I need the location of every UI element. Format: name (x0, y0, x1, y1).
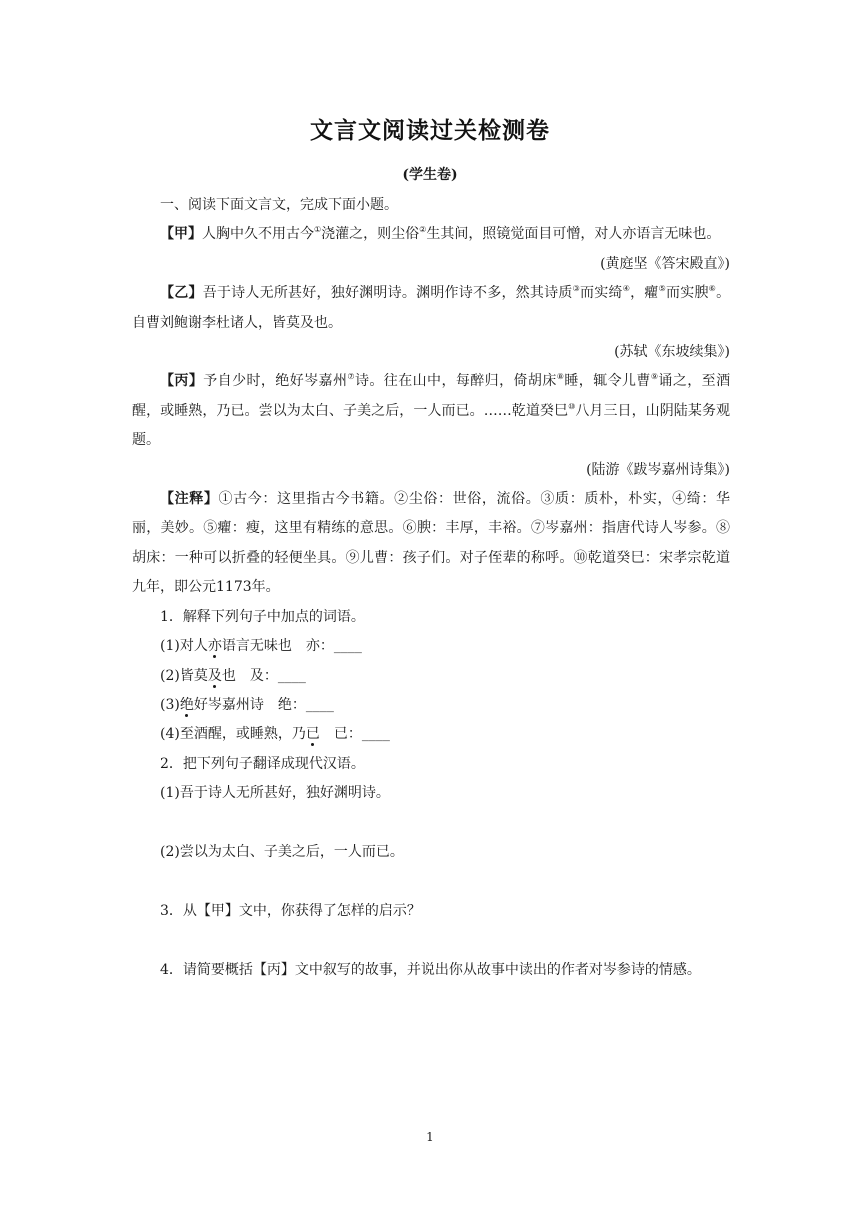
item-text: 好岑嘉州诗 绝： (193, 696, 306, 713)
question-2-item: (2)尝以为太白、子美之后，一人而已。 (160, 843, 404, 860)
passage-text: ，癯 (630, 285, 659, 302)
passage-text: 八月三日，山阴陆某务观题。 (132, 402, 731, 449)
answer-space[interactable] (132, 926, 730, 955)
question-1-item (132, 691, 730, 720)
answer-space[interactable] (132, 867, 730, 896)
dotted-word: 已 (305, 726, 320, 743)
section-heading: 一、阅读下面文言文，完成下面小题。 (160, 197, 398, 213)
page-number: 1 (426, 1130, 434, 1144)
passage-source: (苏轼《东坡续集》) (614, 344, 730, 361)
question-1-item (132, 632, 730, 661)
passage-text: 浇灌之，则尘俗 (321, 226, 420, 243)
footnote-marker: ⑩ (568, 401, 576, 411)
passage-text: 。自曹刘鲍谢李杜诸人，皆莫及也。 (132, 285, 731, 331)
item-text: 语言无味也 亦： (221, 638, 334, 655)
passage-text: 而实腴 (665, 285, 709, 302)
item-text: (1)对人 (160, 638, 208, 655)
passage-text: 生其间，照镜觉面目可憎，对人亦语言无味也。 (426, 226, 721, 243)
footnote-marker: ① (314, 225, 322, 235)
footnote-marker: ⑦ (347, 372, 355, 382)
item-text: (4)至酒醒，或睡熟，乃 (160, 726, 306, 743)
answer-space[interactable] (132, 809, 730, 838)
passage-text: 诵之，至酒醒，或睡熟，乃已。尝以为太白、子美之后，一人而已。……乾道癸巳 (132, 373, 731, 419)
answer-blank[interactable]: ____ (333, 638, 362, 655)
footnote-marker: ③ (572, 284, 580, 294)
question-1-stem: 1．解释下列句子中加点的词语。 (160, 608, 365, 625)
item-text: (2)皆莫 (160, 667, 208, 684)
passage-text: 予自少时，绝好岑嘉州 (203, 373, 348, 390)
passage-tag: 【乙】 (160, 285, 203, 302)
passage-text: 人胸中久不用古今 (202, 226, 314, 243)
item-text: (3) (160, 696, 180, 713)
dotted-word: 绝 (179, 696, 194, 713)
question-4: 4．请简要概括【丙】文中叙写的故事，并说出你从故事中读出的作者对岑参诗的情感。 (160, 961, 701, 978)
passage-text: 吾于诗人无所甚好，独好渊明诗。渊明作诗不多，然其诗质 (202, 285, 573, 302)
footnote-marker: ⑥ (708, 284, 717, 294)
dotted-word: 亦 (207, 638, 222, 655)
question-1-item (132, 720, 730, 749)
question-1-item (132, 662, 730, 691)
page-subtitle: (学生卷) (402, 167, 458, 183)
answer-blank[interactable]: ____ (361, 726, 390, 743)
passage-text: 睡，辄令儿曹 (564, 373, 651, 390)
passage-jia (132, 220, 730, 249)
answer-blank[interactable]: ____ (305, 696, 334, 713)
item-text: 已： (319, 726, 362, 743)
answer-blank[interactable]: ____ (277, 667, 306, 684)
footnote-marker: ⑧ (556, 372, 565, 382)
passage-text: 而实绮 (580, 285, 623, 302)
passage-yi (132, 279, 730, 338)
question-2-item: (1)吾于诗人无所甚好，独好渊明诗。 (160, 785, 390, 802)
question-3: 3．从【甲】文中，你获得了怎样的启示？ (160, 902, 421, 919)
footnote-marker: ② (419, 225, 427, 235)
passage-tag: 【丙】 (160, 373, 204, 390)
question-2-stem: 2．把下列句子翻译成现代汉语。 (160, 755, 365, 772)
passage-source: (黄庭坚《答宋殿直》) (600, 255, 730, 272)
annotations (132, 485, 730, 603)
item-text: 也 及： (221, 667, 278, 684)
passage-source: (陆游《跋岑嘉州诗集》) (586, 461, 730, 478)
dotted-word: 及 (207, 667, 222, 684)
page-title: 文言文阅读过关检测卷 (310, 118, 550, 144)
footnote-marker: ④ (622, 284, 631, 294)
annotations-text: ①古今：这里指古今书籍。②尘俗：世俗，流俗。③质：质朴，朴实，④绮：华丽，美妙。⑤癯：瘦，这里有精练的意思。⑥腴：丰厚，丰裕。⑦岑嘉州：指唐代诗人岑参。⑧胡床：一种可以折叠的轻便坐具。⑨儿曹：孩子们。对子侄辈的称呼。⑩乾道癸巳：宋孝宗乾道九年，即公元1173年。 (132, 491, 731, 596)
passage-bing (132, 367, 730, 455)
passage-text: 诗。往在山中，每醉归，倚胡床 (354, 373, 557, 390)
footnote-marker: ⑤ (658, 284, 666, 294)
document-body (132, 191, 730, 985)
annotations-tag: 【注释】 (160, 491, 219, 508)
passage-tag: 【甲】 (160, 226, 202, 243)
footnote-marker: ⑨ (650, 372, 659, 382)
